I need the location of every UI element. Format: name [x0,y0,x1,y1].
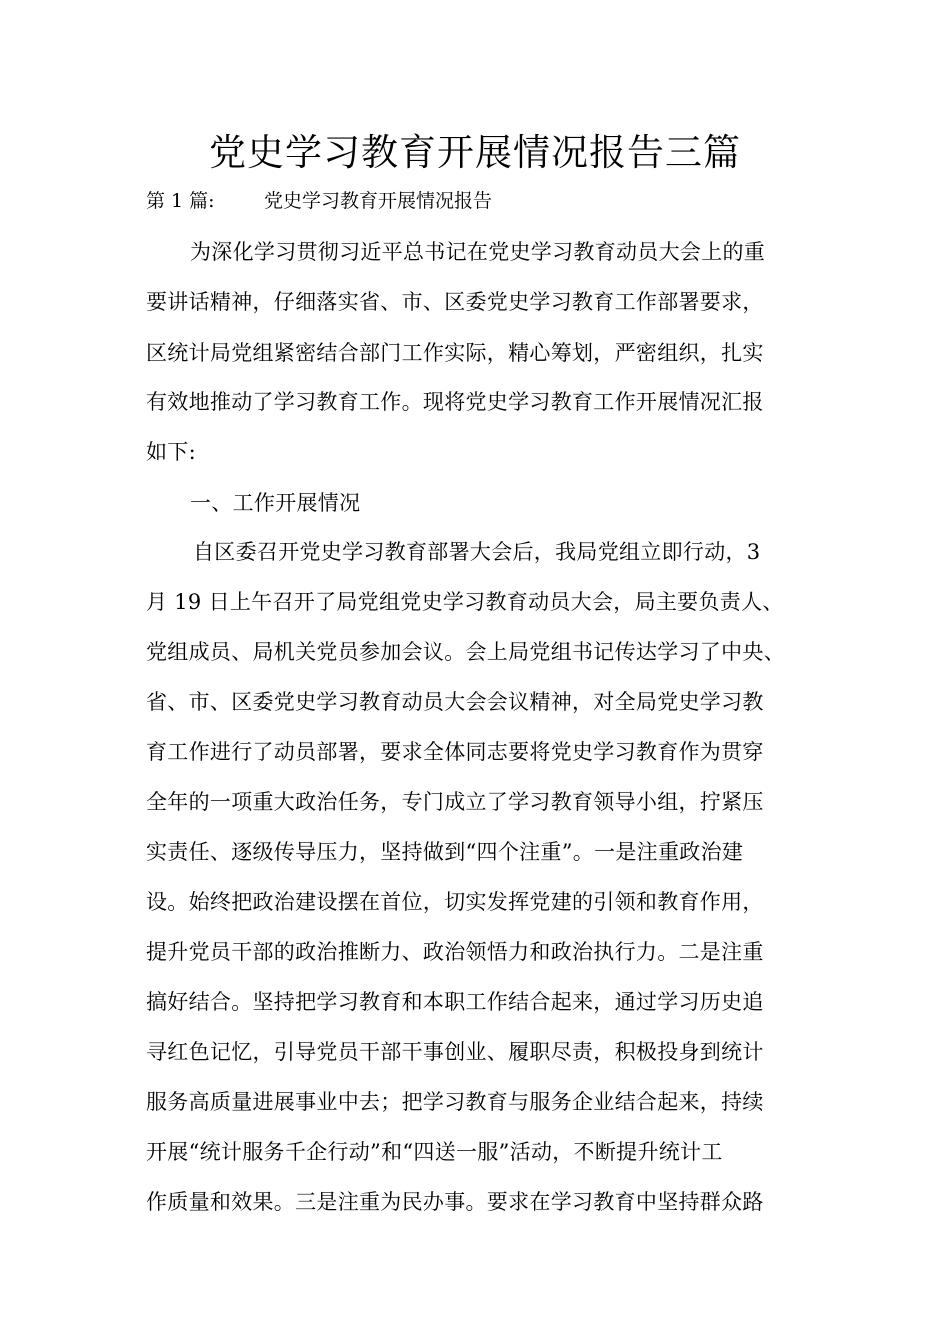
body-line: 为深化学习贯彻习近平总书记在党史学习教育动员大会上的重 [190,240,766,264]
body-line: 自区委召开党史学习教育部署大会后，我局党组立即行动，3 [193,540,761,564]
body-line: 实责任、逐级传导压力，坚持做到“四个注重”。一是注重政治建 [146,840,744,864]
section-number: 第 1 篇: [146,190,215,212]
body-line: 省、市、区委党史学习教育动员大会会议精神，对全局党史学习教 [146,690,764,714]
section-subheading: 一、工作开展情况 [190,491,361,515]
document-title: 党史学习教育开展情况报告三篇 [209,131,741,174]
body-line: 寻红色记忆，引导党员干部干事创业、履职尽责，积极投身到统计 [146,1040,764,1064]
body-line: 服务高质量进展事业中去；把学习教育与服务企业结合起来，持续 [146,1090,764,1114]
body-line: 全年的一项重大政治任务，专门成立了学习教育领导小组，拧紧压 [146,790,764,814]
body-line: 作质量和效果。三是注重为民办事。要求在学习教育中坚持群众路 [146,1190,764,1214]
body-line: 有效地推动了学习教育工作。现将党史学习教育工作开展情况汇报 [146,390,764,414]
body-line: 开展“统计服务千企行动”和“四送一服”活动，不断提升统计工 [146,1140,723,1164]
body-line: 党组成员、局机关党员参加会议。会上局党组书记传达学习了中央、 [146,640,785,664]
body-line: 要讲话精神，仔细落实省、市、区委党史学习教育工作部署要求， [146,290,764,314]
body-line: 如下: [146,440,196,464]
body-line: 提升党员干部的政治推断力、政治领悟力和政治执行力。二是注重 [146,940,764,964]
body-line: 设。始终把政治建设摆在首位，切实发挥党建的引领和教育作用， [146,890,764,914]
section-title: 党史学习教育开展情况报告 [264,190,493,212]
section-heading [146,186,492,216]
body-line: 月 19 日上午召开了局党组党史学习教育动员大会，局主要负责人、 [146,590,784,614]
body-line: 搞好结合。坚持把学习教育和本职工作结合起来，通过学习历史追 [146,990,764,1014]
body-line: 育工作进行了动员部署，要求全体同志要将党史学习教育作为贯穿 [146,740,764,764]
body-line: 区统计局党组紧密结合部门工作实际，精心筹划，严密组织，扎实 [146,341,764,365]
